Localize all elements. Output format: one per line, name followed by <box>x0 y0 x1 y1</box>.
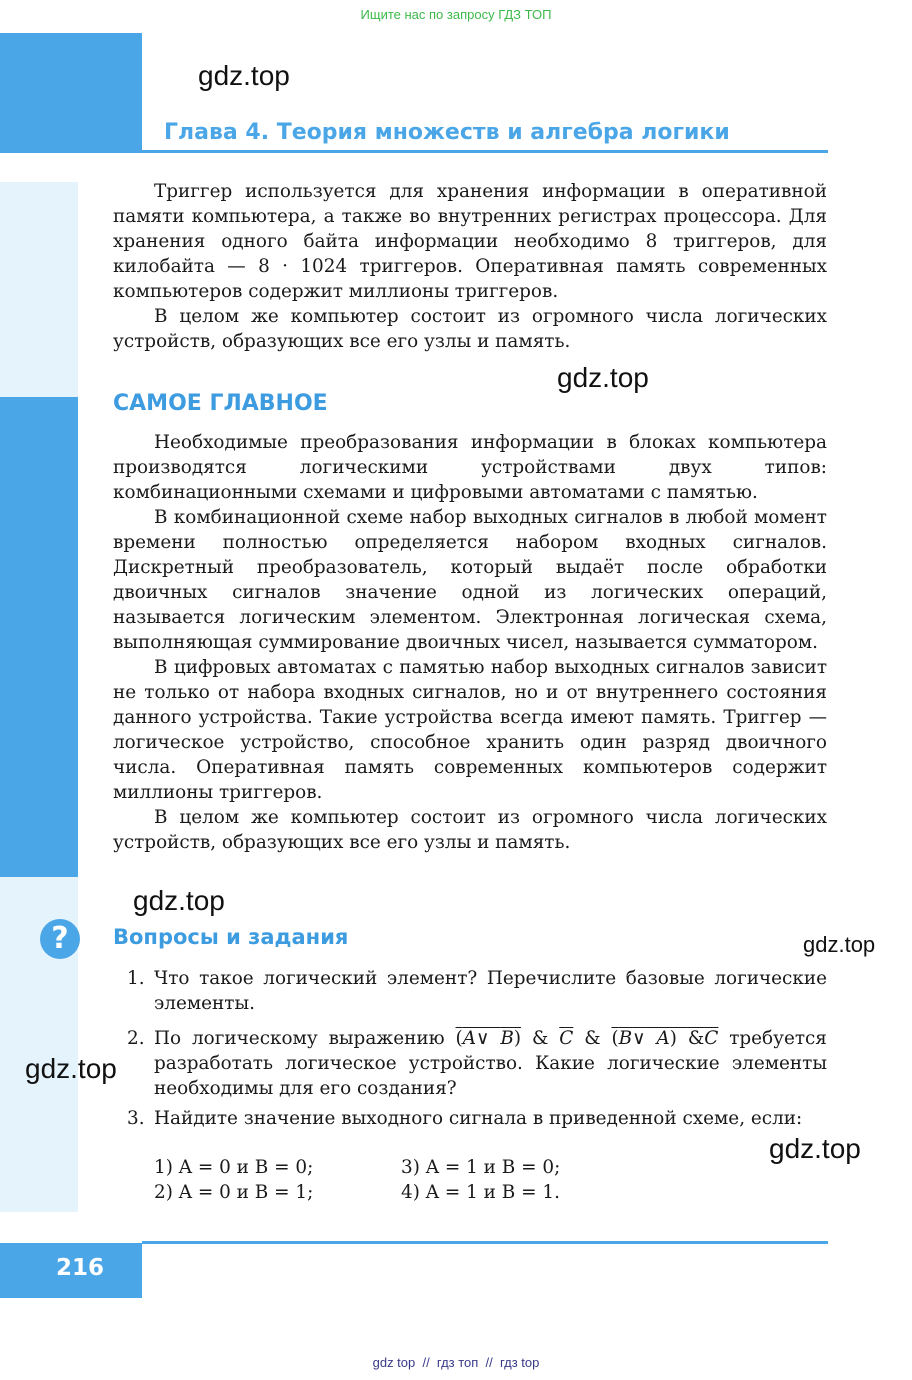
question-number: 1. <box>127 968 145 989</box>
watermark: gdz.top <box>133 885 225 916</box>
summary-text <box>113 430 827 855</box>
intro-paragraph-2: В целом же компьютер состоит из огромного числа логических устройств, образующих все его узлы и память. <box>113 306 827 352</box>
footer-links: gdz top // гдз топ // гдз top <box>372 1355 540 1370</box>
summary-paragraph-2: В комбинационной схеме набор выходных сигналов в любой момент времени полностью определяется набором входных сигналов. Дискретный преобразователь, который выдаёт после обработки двоичных сигналов значение одной из логических операций, называется логическим элементом. Электронная логическая схема, выполняющая суммирование двоичных чисел, называется сумматором. <box>113 507 827 653</box>
question-text-end: требуется разработать логическое устройство. Какие логические элементы необходимы для его создания? <box>154 1028 827 1099</box>
option-4: 4) A = 1 и B = 1. <box>401 1182 560 1203</box>
watermark: gdz.top <box>769 1133 861 1164</box>
watermark: gdz.top <box>557 362 649 393</box>
question-text: Что такое логический элемент? Перечислите базовые логические элементы. <box>154 968 827 1014</box>
question-text-start: По логическому выражению <box>154 1028 445 1049</box>
side-pale-strip-top <box>0 182 78 397</box>
summary-heading: САМОЕ ГЛАВНОЕ <box>113 391 328 416</box>
questions-list <box>127 966 827 1131</box>
summary-paragraph-3: В цифровых автоматах с памятью набор выходных сигналов зависит не только от набора входных сигналов, но и от внутреннего состояния данного устройства. Такие устройства всегда имеют память. Триггер — логическое устройство, способное хранить один разряд двоичного числа. Оперативная память современных компьютеров содержит миллионы триггеров. <box>113 657 827 803</box>
footer-rule <box>142 1241 828 1244</box>
question-2 <box>127 1026 827 1101</box>
question-3 <box>127 1106 827 1131</box>
question-text: Найдите значение выходного сигнала в приведенной схеме, если: <box>154 1108 803 1129</box>
question-number: 2. <box>127 1028 145 1049</box>
header-blue-block <box>0 33 142 153</box>
chapter-title: Глава 4. Теория множеств и алгебра логики <box>164 120 730 145</box>
intro-text <box>113 179 827 354</box>
watermark: gdz.top <box>803 932 876 957</box>
question-1 <box>127 966 827 1016</box>
watermark: gdz.top <box>198 60 290 91</box>
question-mark-icon: ? <box>40 919 80 959</box>
page-number: 216 <box>56 1255 105 1281</box>
header-rule <box>142 150 828 153</box>
summary-paragraph-1: Необходимые преобразования информации в блоках компьютера производятся логическими устройствами двух типов: комбинационными схемами и цифровыми автоматами с памятью. <box>113 432 827 503</box>
logic-expression: (A∨ B) & $\overline{C}$ & (B∨ A) &C <box>455 1028 719 1049</box>
option-2: 2) A = 0 и B = 1; <box>154 1182 314 1203</box>
option-3: 3) A = 1 и B = 0; <box>401 1157 561 1178</box>
top-banner: Ищите нас по запросу ГДЗ ТОП <box>360 7 552 22</box>
summary-paragraph-4: В целом же компьютер состоит из огромного числа логических устройств, образующих все его узлы и память. <box>113 807 827 853</box>
intro-paragraph-1: Триггер используется для хранения информации в оперативной памяти компьютера, а также во внутренних регистрах процессора. Для хранения одного байта информации необходимо 8 триггеров, для килобайта — 8 · 1024 триггеров. Оперативная память современных компьютеров содержит миллионы триггеров. <box>113 181 827 302</box>
questions-heading: Вопросы и задания <box>113 925 349 949</box>
watermark: gdz.top <box>25 1053 117 1084</box>
question-number: 3. <box>127 1108 145 1129</box>
option-1: 1) A = 0 и B = 0; <box>154 1157 314 1178</box>
side-blue-strip <box>0 397 78 877</box>
